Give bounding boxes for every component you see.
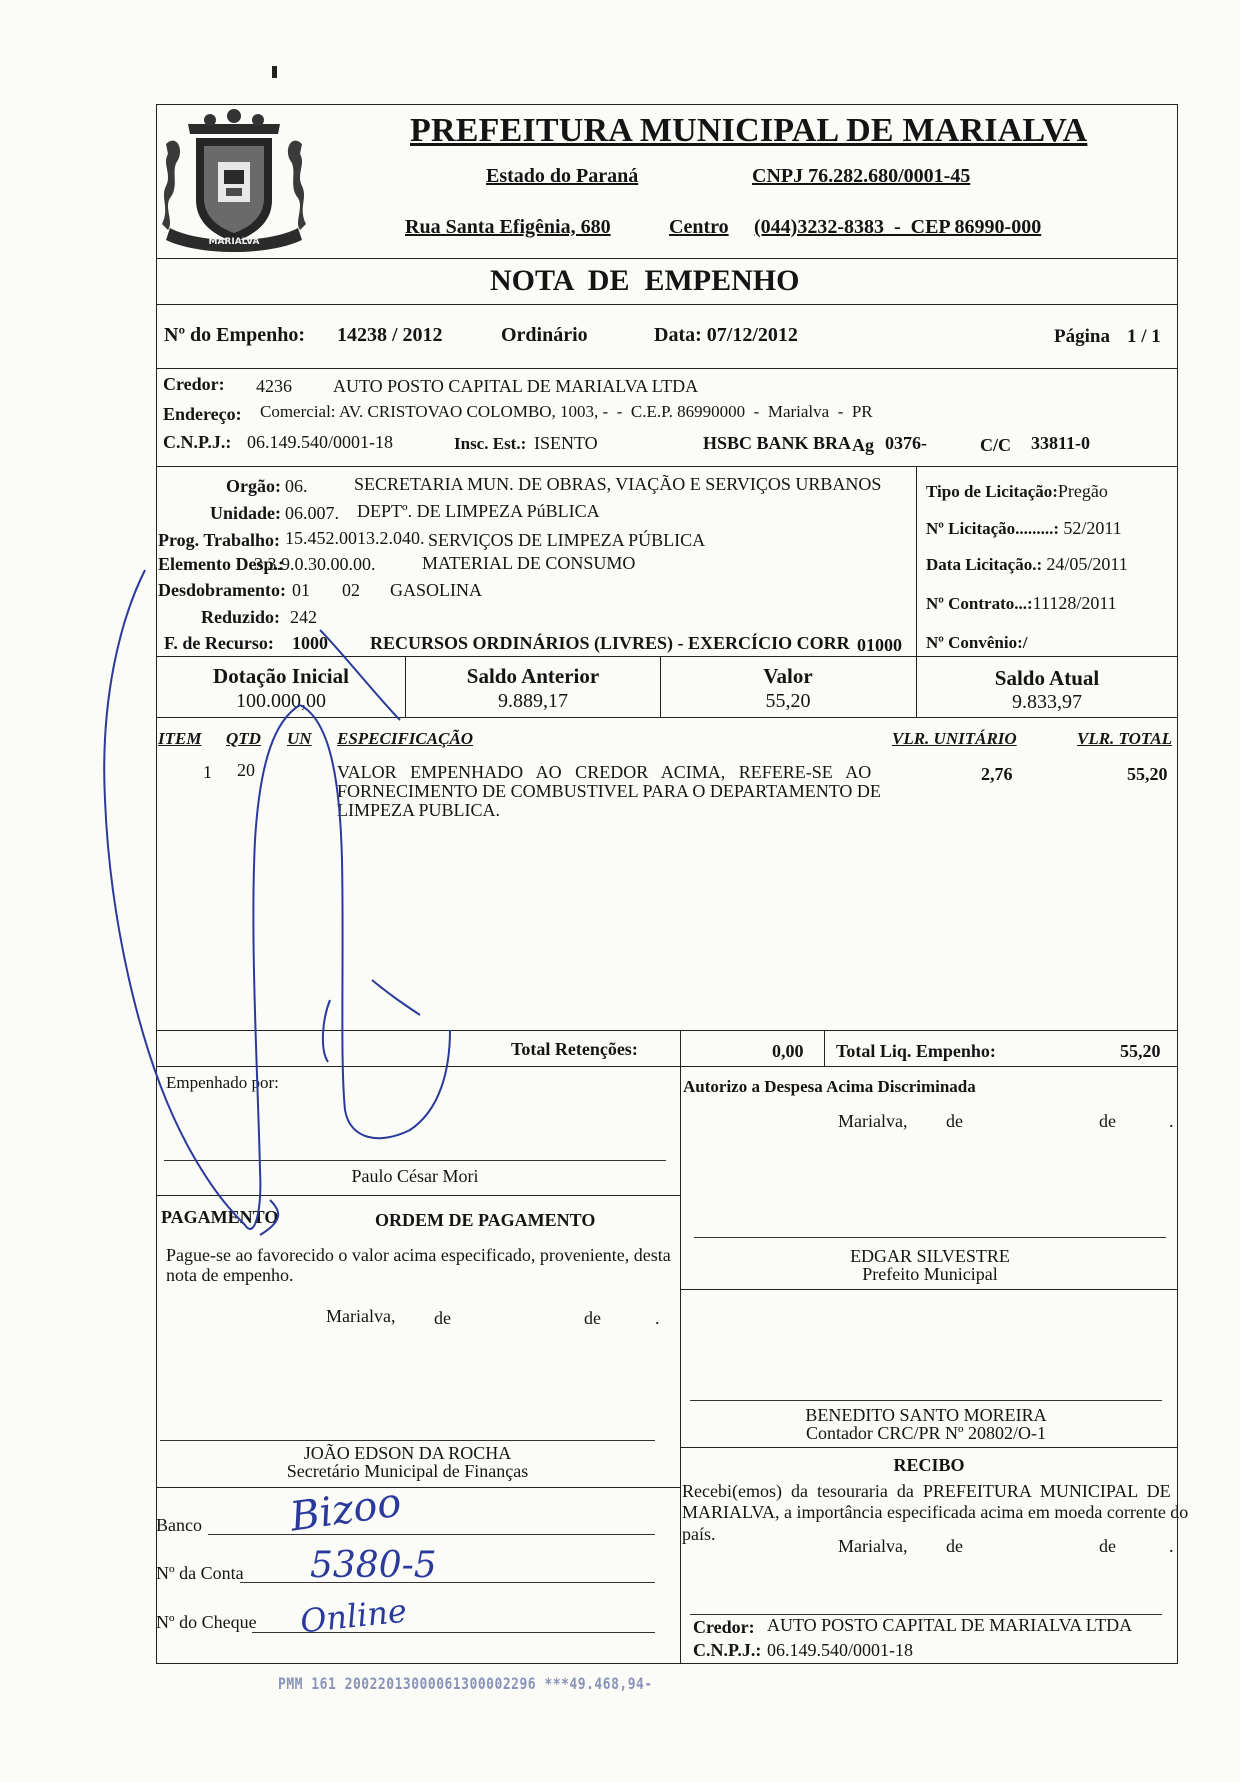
desdobramento-label: Desdobramento: xyxy=(158,580,286,600)
orgao-label: Orgão: xyxy=(226,476,281,496)
col-header-item: ITEM xyxy=(158,729,202,748)
orgao-code: 06. xyxy=(285,476,308,496)
valor-label: Valor xyxy=(763,664,813,688)
desdobramento-a: 01 xyxy=(292,580,310,600)
phone-and-cep: (044)3232-8383 - CEP 86990-000 xyxy=(754,216,1042,238)
ordem-place: Marialva, xyxy=(326,1306,396,1326)
prog-code: 15.452.0013.2.040. xyxy=(285,528,425,548)
secretary-role: Secretário Municipal de Finanças xyxy=(286,1461,529,1481)
recibo-cnpj-label: C.N.P.J.: xyxy=(693,1640,762,1660)
pague-text-line-2: nota de empenho. xyxy=(166,1265,294,1285)
recibo-credor-label: Credor: xyxy=(693,1617,755,1637)
empenho-date: Data: 07/12/2012 xyxy=(654,324,798,346)
col-header-vlr-unitario: VLR. UNITÁRIO xyxy=(892,729,1017,748)
dotacao-label: Dotação Inicial xyxy=(213,664,349,688)
city-hall-cnpj: CNPJ 76.282.680/0001-45 xyxy=(752,165,971,187)
account-label: C/C xyxy=(980,435,1011,455)
recibo-de-1: de xyxy=(946,1536,963,1556)
recibo-text-line-3: país. xyxy=(682,1524,716,1544)
retencoes-label: Total Retenções: xyxy=(511,1039,638,1059)
reduzido-label: Reduzido: xyxy=(201,607,281,627)
empenhado-signer: Paulo César Mori xyxy=(351,1166,479,1186)
tipo-licitacao-value: Pregão xyxy=(1057,481,1108,501)
cheque-label: Nº do Cheque xyxy=(156,1612,257,1632)
desdobramento-b: 02 xyxy=(342,580,360,600)
saldo-atual-value: 9.833,97 xyxy=(1012,691,1082,713)
document-title: NOTA DE EMPENHO xyxy=(490,264,800,297)
recurso-code: 1000 xyxy=(292,633,328,653)
elemento-name: MATERIAL DE CONSUMO xyxy=(422,553,636,573)
licitacao-label-text: Nº Licitação.........: xyxy=(926,519,1060,538)
prog-label: Prog. Trabalho: xyxy=(158,530,281,550)
pagamento-label: PAGAMENTO xyxy=(161,1207,279,1227)
ordem-pagamento-title: ORDEM DE PAGAMENTO xyxy=(375,1210,596,1230)
contrato-value: 11128/2011 xyxy=(1032,593,1117,613)
ordem-de-2: de xyxy=(584,1308,601,1328)
data-licitacao-value: 24/05/2011 xyxy=(1046,554,1128,574)
secretary-name: JOÃO EDSON DA ROCHA xyxy=(303,1443,512,1463)
handwritten-cheque: Online xyxy=(298,1591,409,1641)
insc-value: ISENTO xyxy=(534,433,598,453)
valor-value: 55,20 xyxy=(765,690,811,712)
reduzido-value: 242 xyxy=(290,607,317,627)
svg-text:MARIALVA: MARIALVA xyxy=(208,237,260,247)
desdobramento-name: GASOLINA xyxy=(390,580,482,600)
recibo-credor-name: AUTO POSTO CAPITAL DE MARIALVA LTDA xyxy=(767,1615,1133,1635)
insc-label: Insc. Est.: xyxy=(454,434,527,453)
accountant-name: BENEDITO SANTO MOREIRA xyxy=(805,1405,1047,1425)
handwritten-banco: Bizoo xyxy=(287,1479,405,1541)
licitacao-value: 52/2011 xyxy=(1063,518,1122,538)
recibo-text-line-1: Recebi(emos) da tesouraria da PREFEITURA MUNICIPAL DE xyxy=(682,1481,1171,1501)
row-spec-line-2: FORNECIMENTO DE COMBUSTIVEL PARA O DEPARTAMENTO DE xyxy=(337,781,881,801)
recibo-place: Marialva, xyxy=(838,1536,908,1556)
recurso-label: F. de Recurso: xyxy=(164,633,274,653)
recibo-cnpj-value: 06.149.540/0001-18 xyxy=(767,1640,913,1660)
recurso-name: RECURSOS ORDINÁRIOS (LIVRES) - EXERCÍCIO CORR xyxy=(370,633,850,653)
credor-address: Comercial: AV. CRISTOVAO COLOMBO, 1003, - - C.E.P. 86990000 - Marialva - PR xyxy=(260,402,873,421)
row-vlr-total: 55,20 xyxy=(1127,764,1168,784)
empenho-type: Ordinário xyxy=(501,324,588,346)
credor-code: 4236 xyxy=(256,376,292,396)
credor-name: AUTO POSTO CAPITAL DE MARIALVA LTDA xyxy=(333,376,699,396)
row-vlr-unitario: 2,76 xyxy=(981,764,1013,784)
dotacao-value: 100.000,00 xyxy=(236,690,326,712)
address-label: Endereço: xyxy=(163,404,242,424)
street-address: Rua Santa Efigênia, 680 xyxy=(405,216,611,238)
saldo-atual-label: Saldo Atual xyxy=(994,666,1100,690)
conta-label: Nº da Conta xyxy=(156,1563,244,1583)
elemento-label: Elemento Desp.: xyxy=(158,554,284,574)
empenho-label: Nº do Empenho: xyxy=(164,324,306,346)
bank-authentication-stamp: PMM 161 20022013000061300002296 ***49.468,94- xyxy=(278,1675,653,1694)
unidade-label: Unidade: xyxy=(210,503,282,523)
row-item: 1 xyxy=(203,762,212,782)
scan-mark xyxy=(272,66,277,78)
ordem-dot: . xyxy=(655,1308,660,1328)
saldo-anterior-label: Saldo Anterior xyxy=(466,664,600,688)
agency-value: 0376- xyxy=(885,433,927,453)
district: Centro xyxy=(669,216,729,238)
recibo-de-2: de xyxy=(1099,1536,1116,1556)
row-spec-line-1: VALOR EMPENHADO AO CREDOR ACIMA, REFERE-SE AO xyxy=(337,762,872,782)
unidade-code: 06.007. xyxy=(285,503,339,523)
pague-text-line-1: Pague-se ao favorecido o valor acima especificado, proveniente, desta xyxy=(166,1245,671,1265)
city-hall-title: PREFEITURA MUNICIPAL DE MARIALVA xyxy=(410,112,1088,149)
page-number: 1 / 1 xyxy=(1127,326,1161,347)
liq-empenho-label: Total Liq. Empenho: xyxy=(836,1041,996,1061)
autorizo-place: Marialva, xyxy=(838,1111,908,1131)
account-value: 33811-0 xyxy=(1031,433,1091,453)
empenhado-por-label: Empenhado por: xyxy=(166,1073,279,1092)
col-header-un: UN xyxy=(287,729,312,748)
autorizo-de-2: de xyxy=(1099,1111,1116,1131)
unidade-name: DEPTº. DE LIMPEZA PúBLICA xyxy=(357,501,600,521)
recurso-number: 01000 xyxy=(857,635,902,655)
agency-label: Ag xyxy=(852,435,874,455)
mayor-name: EDGAR SILVESTRE xyxy=(850,1246,1010,1266)
empenho-number: 14238 / 2012 xyxy=(337,324,443,346)
orgao-name: SECRETARIA MUN. DE OBRAS, VIAÇÃO E SERVIÇOS URBANOS xyxy=(354,474,882,494)
data-licitacao-label-text: Data Licitação.: xyxy=(926,555,1043,574)
page-label: Página xyxy=(1054,326,1110,347)
liq-empenho-value: 55,20 xyxy=(1120,1041,1161,1061)
bank-name: HSBC BANK BRA xyxy=(703,433,852,453)
prog-name: SERVIÇOS DE LIMPEZA PÚBLICA xyxy=(428,530,706,550)
row-spec-line-3: LIMPEZA PUBLICA. xyxy=(337,800,501,820)
retencoes-value: 0,00 xyxy=(772,1041,804,1061)
accountant-role: Contador CRC/PR Nº 20802/O-1 xyxy=(805,1423,1047,1443)
recibo-title: RECIBO xyxy=(893,1455,965,1475)
contrato-label-text: Nº Contrato...: xyxy=(926,594,1033,613)
recibo-text-line-2: MARIALVA, a importância especificada acima em moeda corrente do xyxy=(682,1502,1189,1522)
mayor-role: Prefeito Municipal xyxy=(862,1264,998,1284)
autorizo-dot: . xyxy=(1169,1111,1174,1131)
cnpj-label: C.N.P.J.: xyxy=(163,432,232,452)
autorizo-de-1: de xyxy=(946,1111,963,1131)
banco-label: Banco xyxy=(156,1515,202,1535)
col-header-vlr-total: VLR. TOTAL xyxy=(1077,729,1173,748)
handwritten-conta: 5380-5 xyxy=(310,1545,437,1586)
saldo-anterior-value: 9.889,17 xyxy=(498,690,568,712)
ordem-de-1: de xyxy=(434,1308,451,1328)
credor-cnpj: 06.149.540/0001-18 xyxy=(247,432,393,452)
autorizo-title: Autorizo a Despesa Acima Discriminada xyxy=(683,1077,976,1096)
col-header-qtd: QTD xyxy=(226,729,261,748)
elemento-code: 3.3.9.0.30.00.00. xyxy=(254,554,376,574)
convenio-label: Nº Convênio:/ xyxy=(926,633,1028,652)
state-name: Estado do Paraná xyxy=(486,165,639,187)
recibo-dot: . xyxy=(1169,1536,1174,1556)
row-qtd: 20 xyxy=(237,760,255,780)
col-header-spec: ESPECIFICAÇÃO xyxy=(337,729,474,748)
credor-label: Credor: xyxy=(163,374,225,394)
tipo-licitacao-label-text: Tipo de Licitação: xyxy=(926,482,1058,501)
